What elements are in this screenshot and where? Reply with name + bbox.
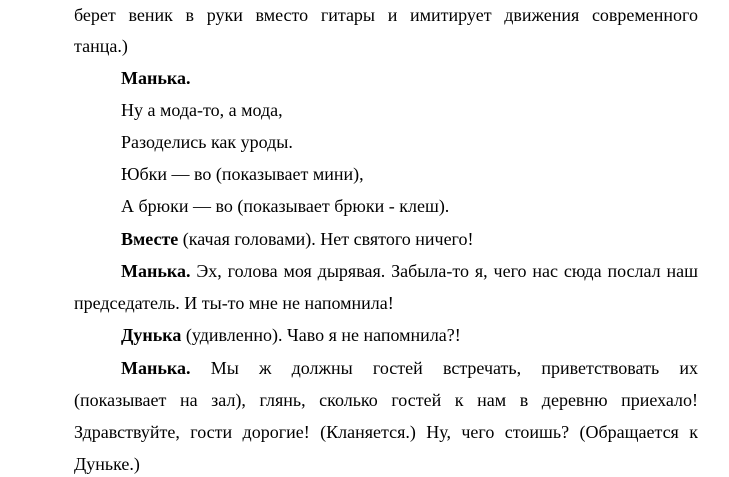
verse-line-1: Ну а мода-то, а мода, bbox=[121, 100, 283, 120]
manka-speech-line-4: (показывает на зал), глянь, сколько гостей к нам в деревню приехало! bbox=[74, 390, 698, 410]
verse-line-3: Юбки — во (показывает мини), bbox=[121, 164, 364, 184]
text-line-1: берет веник в руки вместо гитары и имитирует движения современного bbox=[74, 5, 698, 25]
manka-speech-text-3: Мы ж должны гостей встречать, приветствовать их bbox=[190, 358, 698, 378]
verse-line-2: Разоделись как уроды. bbox=[121, 132, 293, 152]
speaker-manka-1: Манька. bbox=[121, 68, 191, 88]
speaker-together: Вместе bbox=[121, 229, 179, 249]
verse-line-4: А брюки — во (показывает брюки - клеш). bbox=[121, 196, 450, 216]
manka-speech-line-2: председатель. И ты-то мне не напомнила! bbox=[74, 293, 394, 313]
dunka-speech-text: (удивленно). Чаво я не напомнила?! bbox=[181, 325, 461, 345]
speaker-manka-3: Манька. bbox=[121, 358, 191, 378]
manka-speech-line-1 bbox=[121, 260, 698, 282]
speaker-dunka: Дунька bbox=[121, 325, 182, 345]
text-line-2: танца.) bbox=[74, 36, 128, 56]
speaker-manka-2: Манька. bbox=[121, 261, 191, 281]
remark-together-text: (качая головами). Нет святого ничего! bbox=[178, 229, 474, 249]
manka-speech-line-6: Дуньке.) bbox=[74, 454, 140, 474]
manka-speech-line-5: Здравствуйте, гости дорогие! (Кланяется.) Ну, чего стоишь? (Обращается к bbox=[74, 422, 698, 442]
manka-speech-text-1: Эх, голова моя дырявая. Забыла-то я, чего нас сюда послал наш bbox=[190, 261, 698, 281]
remark-together bbox=[121, 228, 474, 250]
manka-speech-line-3 bbox=[121, 357, 698, 379]
dunka-speech-line bbox=[121, 324, 461, 346]
